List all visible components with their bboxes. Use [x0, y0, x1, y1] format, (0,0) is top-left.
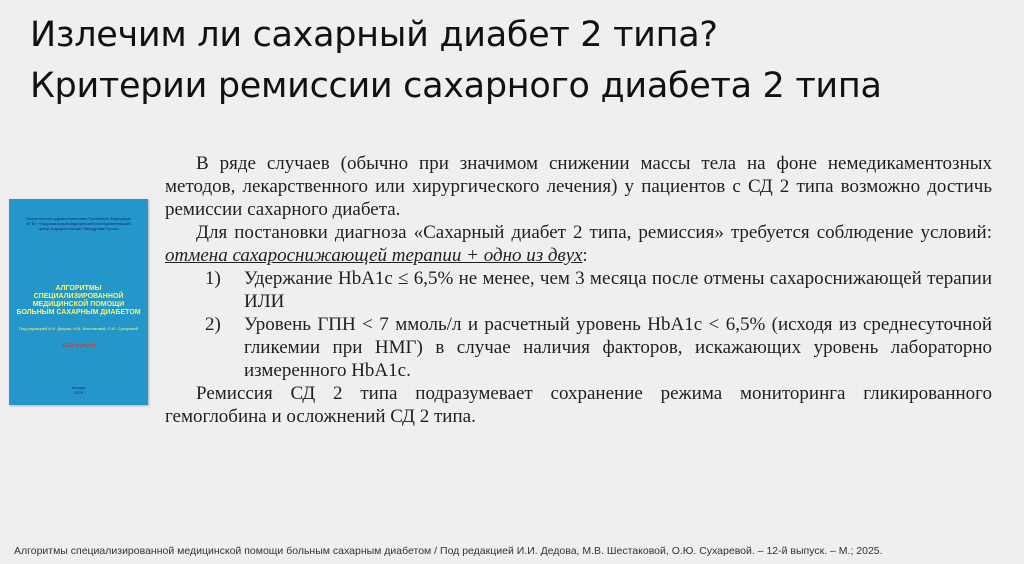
- paragraph-1: В ряде случаев (обычно при значимом снижении массы тела на фоне немедикаментозных методов, лекарственного или хирургического лечения) у пациентов с СД 2 типа возможно достичь ремиссии сахарного диабета.: [165, 153, 992, 220]
- criteria-text: Удержание HbA1c ≤ 6,5% не менее, чем 3 месяца после отмены сахароснижающей терапии ИЛИ: [244, 268, 992, 312]
- title-line-2: Критерии ремиссии сахарного диабета 2 типа: [30, 66, 882, 106]
- criteria-number: 2): [205, 314, 221, 335]
- cover-issue: 12-й выпуск: [62, 343, 95, 349]
- cover-city: Москва: [71, 385, 86, 390]
- paragraph-2-end: :: [582, 245, 588, 266]
- paragraph-2-start: Для постановки диагноза «Сахарный диабет 2 типа, ремиссия» требуется соблюдение условий:: [196, 222, 992, 243]
- criteria-item-1: [165, 267, 992, 313]
- slide-title: [30, 10, 1010, 112]
- criteria-list: [165, 267, 992, 382]
- cover-publisher: Министерство здравоохранения Российской Федерации ФГБУ «Национальный медицинский исследовательский центр эндокринологии» Минздрава России: [26, 216, 131, 231]
- cover-editors: Под редакцией И.И. Дедова, М.В. Шестаковой, О.Ю. Сухаревой: [19, 326, 138, 331]
- criteria-text: Уровень ГПН < 7 ммоль/л и расчетный уровень HbA1c < 6,5% (исходя из среднесуточной гликемии при НМГ) в случае наличия факторов, искажающих уровень лабораторно измеренного HbA1c.: [244, 314, 992, 381]
- remission-condition: отмена сахароснижающей терапии + одно из двух: [165, 245, 583, 266]
- criteria-number: 1): [205, 268, 221, 289]
- paragraph-3: Ремиссия СД 2 типа подразумевает сохранение режима мониторинга гликированного гемоглобина и осложнений СД 2 типа.: [165, 383, 992, 427]
- cover-title: АЛГОРИТМЫ СПЕЦИАЛИЗИРОВАННОЙ МЕДИЦИНСКОЙ ПОМОЩИ БОЛЬНЫМ САХАРНЫМ ДИАБЕТОМ: [16, 285, 141, 316]
- criteria-item-2: [165, 313, 992, 382]
- title-line-1: Излечим ли сахарный диабет 2 типа?: [30, 15, 718, 55]
- cover-city-year: [9, 385, 148, 395]
- body-text: [165, 152, 992, 428]
- paragraph-2: [165, 221, 992, 267]
- footer-citation: Алгоритмы специализированной медицинской помощи больным сахарным диабетом / Под редакцией И.И. Дедова, М.В. Шестаковой, О.Ю. Сухаревой. – 12-й выпуск. – М.; 2025.: [14, 545, 883, 557]
- cover-year: 2025: [74, 390, 83, 395]
- book-cover-image: [9, 199, 148, 405]
